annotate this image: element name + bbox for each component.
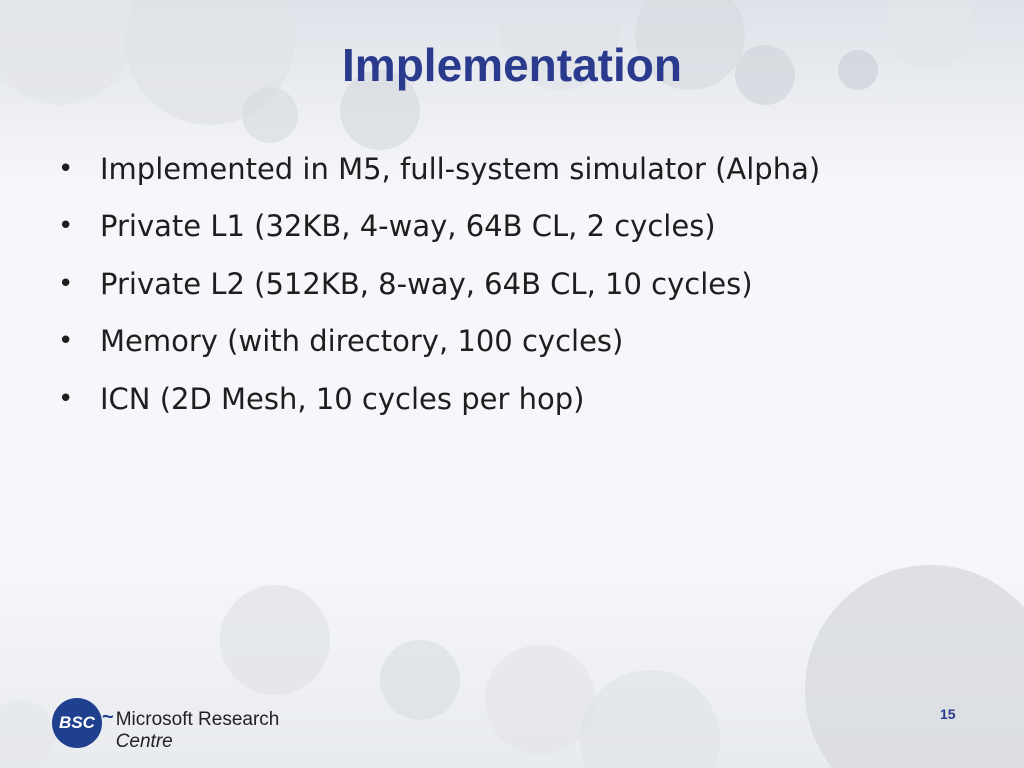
bullet-item [58, 140, 820, 198]
bullet-glyph: • [58, 383, 74, 414]
logo-line-1: Microsoft Research [115, 709, 280, 730]
bullet-glyph: • [58, 326, 74, 357]
slide-title: Implementation [342, 39, 682, 91]
bullet-item [58, 370, 820, 428]
bullet-text: Private L2 (512KB, 8-way, 64B CL, 10 cycles) [100, 266, 753, 301]
bullet-list [58, 140, 820, 428]
logo-text [116, 709, 280, 753]
logo-tilde: ~ [102, 706, 114, 728]
logo-line-2: Centre [115, 731, 173, 752]
bullet-glyph: • [58, 211, 74, 242]
bsc-msr-logo [52, 698, 279, 753]
bullet-glyph: • [58, 268, 74, 299]
bullet-item [58, 255, 820, 313]
bullet-item [58, 198, 820, 256]
page-number: 15 [940, 706, 956, 722]
bsc-badge: BSC [52, 698, 102, 748]
bullet-glyph: • [58, 153, 74, 184]
bullet-text: Implemented in M5, full-system simulator (Alpha) [100, 151, 821, 186]
bullet-text: Private L1 (32KB, 4-way, 64B CL, 2 cycles) [100, 209, 716, 244]
bullet-text: ICN (2D Mesh, 10 cycles per hop) [100, 381, 585, 416]
bullet-item [58, 313, 820, 371]
bullet-text: Memory (with directory, 100 cycles) [100, 324, 624, 359]
